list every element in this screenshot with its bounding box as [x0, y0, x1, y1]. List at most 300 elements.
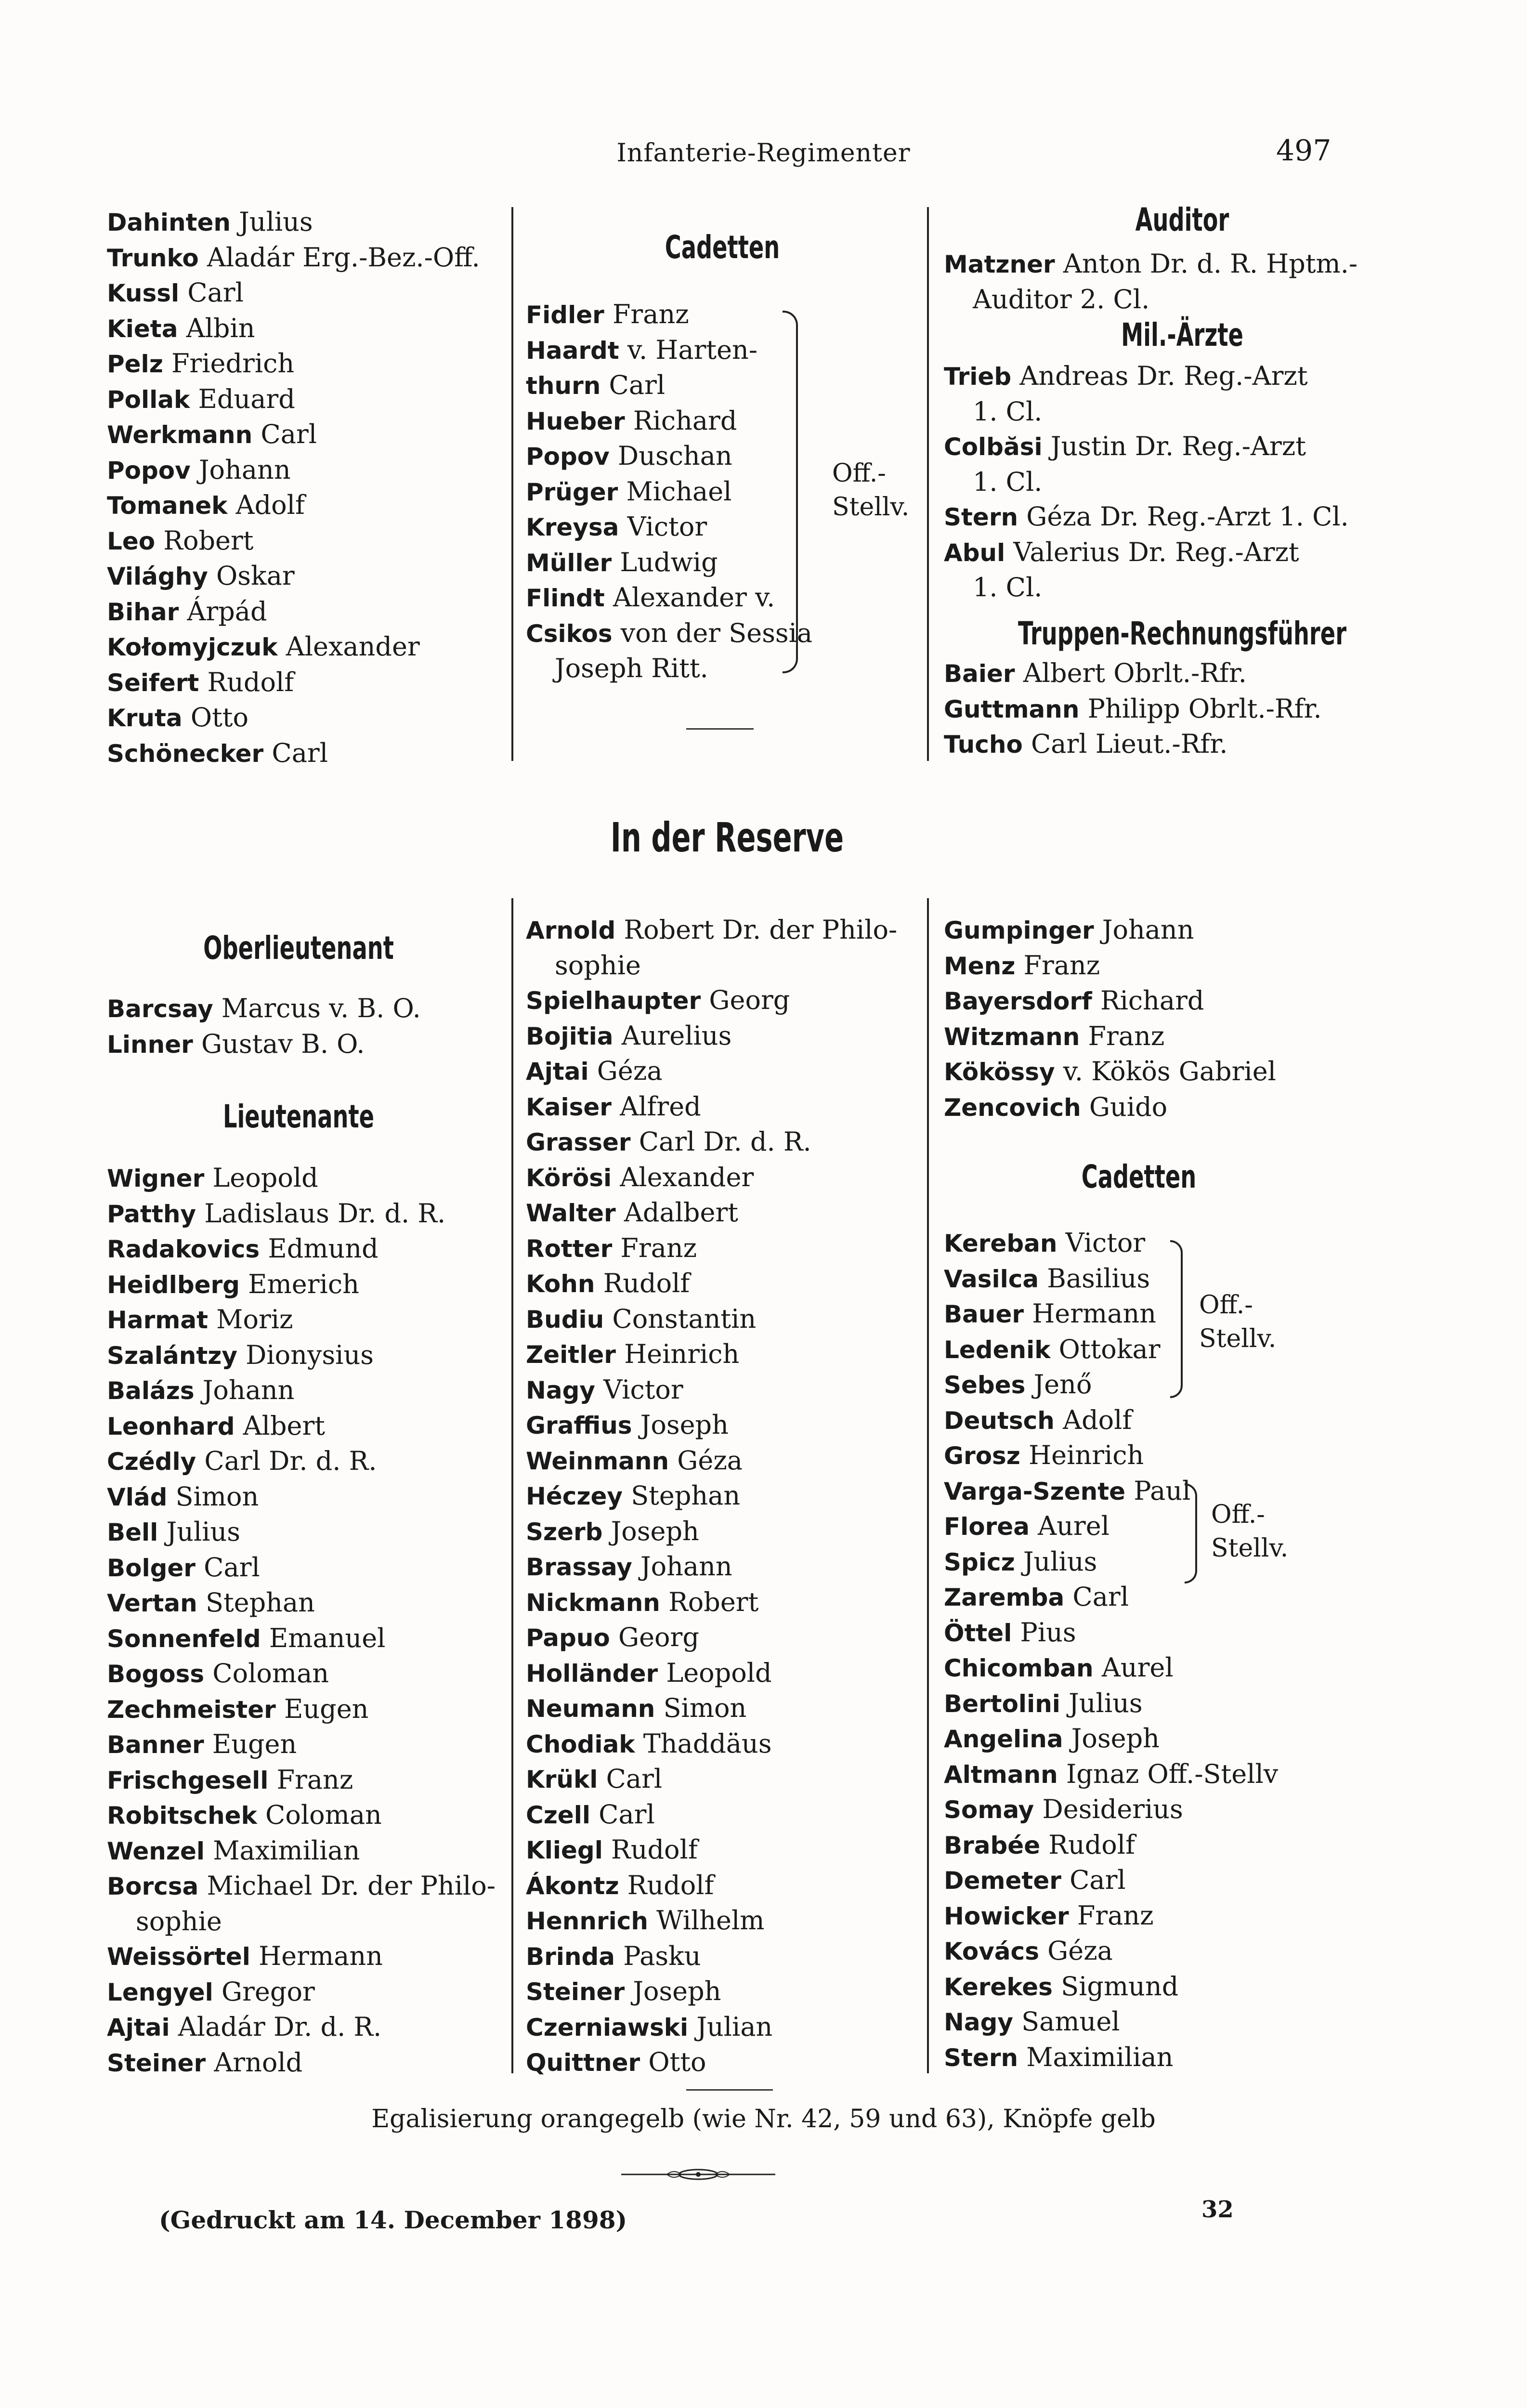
cadet-row	[526, 580, 812, 616]
officer-row	[526, 1939, 897, 1975]
officer-row	[526, 1231, 897, 1267]
cadet-row	[944, 1650, 1278, 1686]
cadet-row	[944, 1438, 1278, 1474]
given-name: Aurelius	[621, 1020, 732, 1051]
given-name: Alexander	[620, 1162, 754, 1192]
given-name: Carl	[272, 737, 328, 768]
given-name: Joseph	[640, 1410, 729, 1440]
surname: Chodiak	[526, 1730, 635, 1758]
medical-officer-row	[944, 359, 1349, 394]
section-rule	[686, 728, 754, 730]
given-name: Alexander	[286, 631, 420, 662]
given-name: Coloman	[212, 1658, 329, 1688]
officer-row	[107, 2010, 496, 2045]
officer-row	[526, 1585, 897, 1621]
surname: Colbăsi	[944, 433, 1043, 461]
given-name: Philipp Obrlt.-Rfr.	[1087, 693, 1322, 724]
given-name: Carl	[609, 370, 666, 400]
officer-row	[526, 1868, 897, 1904]
officer-row	[526, 1549, 897, 1585]
officer-row	[107, 311, 480, 347]
surname: Patthy	[107, 1200, 196, 1228]
officer-row	[526, 983, 897, 1019]
cadet-row	[944, 1686, 1278, 1722]
given-name: sophie	[555, 950, 641, 981]
cadet-row	[944, 2004, 1278, 2040]
given-name: Hermann	[259, 1941, 383, 1971]
surname: Demeter	[944, 1867, 1061, 1895]
given-name: Aladár Erg.-Bez.-Off.	[207, 242, 480, 273]
given-name: Arnold	[214, 2047, 303, 2078]
given-name: Otto	[190, 702, 248, 733]
given-name: Géza	[1047, 1936, 1113, 1966]
given-name: Aurel	[1038, 1511, 1109, 1541]
surname: Héczey	[526, 1482, 623, 1510]
surname: Szerb	[526, 1518, 603, 1546]
signature-mark: 32	[1201, 2196, 1234, 2223]
given-name: Samuel	[1021, 2006, 1120, 2037]
surname: Czerniawski	[526, 2013, 689, 2042]
given-name: Julius	[1023, 1546, 1097, 1577]
given-name: Anton Dr. d. R. Hptm.-	[1063, 249, 1358, 279]
surname: Kerekes	[944, 1973, 1053, 2001]
officer-row	[107, 991, 421, 1027]
surname: Kruta	[107, 704, 183, 732]
given-name: Johann	[202, 1375, 295, 1405]
given-name: v. Harten-	[627, 334, 758, 365]
surname: Guttmann	[944, 695, 1080, 723]
given-name: 1. Cl.	[973, 466, 1043, 497]
surname: Bolger	[107, 1554, 196, 1582]
given-name: Joseph Ritt.	[555, 653, 708, 683]
surname: Zencovich	[944, 1093, 1081, 1122]
cadet-row	[526, 404, 812, 439]
surname: Brabée	[944, 1831, 1041, 1859]
officer-row	[526, 1479, 897, 1514]
surname: Ajtai	[107, 2014, 170, 2042]
medical-officers-heading: Mil.-Ärzte	[1121, 316, 1243, 353]
surname: Ledenik	[944, 1335, 1051, 1364]
medical-officer-row	[944, 465, 1349, 500]
officer-row	[107, 629, 480, 665]
surname: Grosz	[944, 1442, 1020, 1470]
surname: Robitschek	[107, 1802, 257, 1830]
officer-row	[944, 1054, 1276, 1090]
surname: Czell	[526, 1801, 590, 1829]
officer-row	[526, 1762, 897, 1797]
surname: thurn	[526, 372, 601, 400]
printed-date: (Gedruckt am 14. December 1898)	[159, 2206, 627, 2234]
given-name: Moriz	[216, 1304, 293, 1335]
surname: Kovács	[944, 1937, 1039, 1965]
officer-row	[944, 948, 1276, 984]
surname: Harmat	[107, 1306, 208, 1334]
given-name: v. Kökös Gabriel	[1063, 1056, 1276, 1086]
surname: Menz	[944, 952, 1016, 980]
surname: Grasser	[526, 1128, 631, 1156]
surname: Bojitia	[526, 1022, 613, 1050]
given-name: Alexander v.	[613, 582, 775, 613]
cadet-row	[526, 474, 812, 510]
officer-row	[526, 1974, 897, 2010]
given-name: Árpád	[187, 596, 267, 627]
medical-officer-row	[944, 535, 1349, 571]
given-name: Oskar	[216, 561, 295, 591]
ornament-icon	[621, 2167, 775, 2182]
auditor-list	[944, 247, 1357, 317]
first-lieutenant-heading: Oberlieutenant	[203, 929, 394, 967]
surname: Vlád	[107, 1483, 168, 1511]
surname: Bertolini	[944, 1689, 1060, 1718]
cadet-row	[526, 297, 812, 333]
officer-row	[526, 2010, 897, 2045]
officer-row	[107, 1763, 496, 1798]
given-name: Georg	[618, 1622, 699, 1652]
surname: Leonhard	[107, 1412, 235, 1440]
cadet-row	[526, 439, 812, 474]
officer-row	[526, 1832, 897, 1868]
surname: Steiner	[107, 2049, 206, 2077]
surname: Gumpinger	[944, 916, 1094, 944]
cadet-row	[526, 616, 812, 652]
given-name: Ludwig	[620, 547, 718, 577]
officer-row	[107, 1833, 496, 1869]
officer-row	[107, 1479, 496, 1515]
given-name: Heinrich	[1029, 1440, 1144, 1470]
auditor-row	[944, 282, 1357, 317]
officer-row	[107, 453, 480, 488]
off-stellv-label	[1211, 1498, 1288, 1565]
given-name: Rudolf	[611, 1834, 698, 1865]
officer-row	[107, 1656, 496, 1692]
officer-row	[526, 1408, 897, 1443]
given-name: Simon	[663, 1693, 747, 1723]
bracket-label-line: Stellv.	[1211, 1534, 1289, 1563]
given-name: Valerius Dr. Reg.-Arzt	[1013, 537, 1299, 567]
surname: Czédly	[107, 1448, 196, 1476]
cadet-row	[944, 1403, 1278, 1439]
given-name: Albert Obrlt.-Rfr.	[1023, 658, 1247, 688]
active-cadets-list	[526, 297, 812, 686]
cadet-row	[944, 1969, 1278, 2005]
surname: Popov	[107, 456, 191, 484]
surname: Kökössy	[944, 1058, 1055, 1086]
given-name: Stephan	[205, 1587, 315, 1618]
officer-row	[107, 382, 480, 418]
surname: Kliegl	[526, 1836, 603, 1864]
surname: Nagy	[526, 1376, 595, 1404]
off-stellv-bracket	[783, 311, 798, 673]
officer-row	[107, 1027, 421, 1062]
surname: Pollak	[107, 385, 190, 414]
surname: Világhy	[107, 563, 208, 590]
given-name: Simon	[175, 1481, 259, 1512]
officer-row	[526, 1054, 897, 1089]
given-name: Auditor 2. Cl.	[973, 284, 1150, 314]
given-name: Julius	[239, 207, 313, 237]
surname: Angelina	[944, 1725, 1063, 1753]
given-name: Adolf	[1063, 1404, 1132, 1435]
surname: Pelz	[107, 350, 163, 378]
paymasters-list	[944, 656, 1322, 762]
surname: Sebes	[944, 1371, 1026, 1399]
first-lieutenants-list	[107, 991, 421, 1062]
given-name: Edmund	[268, 1233, 378, 1264]
surname: Ákontz	[526, 1871, 619, 1900]
given-name: Rudolf	[1048, 1829, 1135, 1860]
surname: Kreysa	[526, 513, 619, 541]
officer-row	[107, 240, 480, 276]
column-divider	[511, 207, 513, 761]
surname: Csikos	[526, 619, 613, 648]
cadet-row	[944, 1615, 1278, 1651]
given-name: Maximilian	[1026, 2042, 1174, 2072]
officer-row	[107, 523, 480, 559]
given-name: Joseph	[611, 1516, 699, 1546]
given-name: Rudolf	[207, 667, 294, 697]
given-name: Géza Dr. Reg.-Arzt 1. Cl.	[1026, 501, 1349, 532]
officer-row	[526, 1797, 897, 1833]
surname: Rotter	[526, 1234, 613, 1263]
given-name: Jenő	[1033, 1369, 1092, 1400]
surname: Prüger	[526, 478, 618, 506]
surname: Seifert	[107, 668, 199, 697]
given-name: Dionysius	[246, 1339, 374, 1370]
cadet-row	[526, 333, 812, 368]
officer-row	[526, 1019, 897, 1054]
given-name: Michael Dr. der Philo-	[207, 1871, 496, 1901]
given-name: Ladislaus Dr. d. R.	[204, 1198, 446, 1229]
given-name: sophie	[136, 1906, 222, 1937]
given-name: Wilhelm	[656, 1905, 765, 1936]
surname: Chicomban	[944, 1654, 1094, 1682]
given-name: Gregor	[221, 1976, 315, 2007]
given-name: Carl	[606, 1764, 663, 1794]
surname: Heidlberg	[107, 1270, 240, 1299]
surname: Radakovics	[107, 1235, 260, 1263]
reserve-list-right	[944, 913, 1276, 1125]
officer-row	[107, 1161, 496, 1196]
surname: Brinda	[526, 1942, 615, 1971]
given-name: Carl Dr. d. R.	[639, 1126, 811, 1157]
officer-row	[526, 1443, 897, 1479]
surname: Sonnenfeld	[107, 1624, 261, 1653]
given-name: Ignaz Off.-Stellv	[1066, 1758, 1279, 1789]
given-name: Aurel	[1101, 1652, 1174, 1683]
given-name: Guido	[1089, 1091, 1168, 1122]
surname: Kołomyjczuk	[107, 633, 278, 661]
surname: Bell	[107, 1518, 158, 1546]
given-name: Julius	[1069, 1688, 1143, 1718]
given-name: Constantin	[612, 1303, 757, 1334]
surname: Bayersdorf	[944, 987, 1092, 1015]
officer-row	[107, 488, 480, 523]
officer-row	[107, 1904, 496, 1939]
surname: Dahinten	[107, 209, 231, 236]
column-divider	[511, 898, 513, 2073]
cadet-row	[526, 510, 812, 545]
officer-row	[526, 1691, 897, 1727]
given-name: Robert Dr. der Philo-	[624, 915, 898, 945]
officer-row	[107, 665, 480, 701]
given-name: Duschan	[617, 441, 732, 471]
given-name: Robert	[668, 1586, 759, 1617]
surname: Wigner	[107, 1165, 205, 1192]
given-name: Marcus v. B. O.	[221, 993, 421, 1023]
surname: Holländer	[526, 1659, 658, 1688]
given-name: Eugen	[284, 1693, 369, 1724]
facings-note: Egalisierung orangegelb (wie Nr. 42, 59 und 63), Knöpfe gelb	[371, 2105, 1156, 2133]
surname: Schönecker	[107, 739, 264, 768]
surname: Hueber	[526, 407, 625, 435]
surname: Bihar	[107, 598, 179, 626]
page-number: 497	[1276, 134, 1331, 168]
given-name: Franz	[612, 299, 689, 329]
given-name: Albin	[186, 313, 255, 343]
given-name: Justin Dr. Reg.-Arzt	[1050, 431, 1306, 461]
officer-row	[526, 1266, 897, 1302]
surname: Bogoss	[107, 1660, 205, 1688]
officer-row	[107, 1373, 496, 1409]
given-name: Robert	[163, 525, 254, 556]
officer-row	[944, 1090, 1276, 1125]
given-name: Carl	[261, 419, 317, 449]
officer-row	[526, 1373, 897, 1408]
surname: Trieb	[944, 363, 1012, 391]
given-name: Carl	[1070, 1865, 1126, 1895]
given-name: Julian	[696, 2011, 773, 2042]
medical-officer-row	[944, 570, 1349, 605]
surname: Spicz	[944, 1548, 1015, 1576]
reserve-heading: In der Reserve	[610, 814, 844, 861]
given-name: Johann	[1102, 915, 1194, 945]
cadet-row	[944, 1721, 1278, 1757]
cadet-row	[944, 1828, 1278, 1863]
given-name: Albert	[243, 1410, 325, 1441]
officer-row	[526, 1903, 897, 1939]
surname: Popov	[526, 443, 610, 471]
cadet-row	[526, 545, 812, 581]
officer-row	[107, 559, 480, 594]
given-name: Aladár Dr. d. R.	[178, 2012, 382, 2042]
paymaster-row	[944, 692, 1322, 727]
given-name: Victor	[1065, 1228, 1146, 1258]
surname: Tucho	[944, 731, 1023, 759]
given-name: Ottokar	[1058, 1334, 1161, 1364]
officer-row	[107, 1267, 496, 1303]
given-name: Gustav B. O.	[201, 1028, 365, 1059]
officer-row	[107, 1727, 496, 1763]
surname: Frischgesell	[107, 1766, 269, 1794]
officer-row	[107, 1550, 496, 1586]
officer-row	[107, 1302, 496, 1338]
given-name: Friedrich	[171, 348, 295, 379]
surname: Zaremba	[944, 1584, 1065, 1611]
cadet-row	[944, 1898, 1278, 1934]
officer-row	[107, 1231, 496, 1267]
cadet-row	[944, 1792, 1278, 1828]
surname: Banner	[107, 1731, 204, 1759]
cadet-row	[526, 651, 812, 686]
surname: Budiu	[526, 1305, 604, 1334]
surname: Weinmann	[526, 1447, 669, 1475]
given-name: Adolf	[235, 490, 305, 520]
given-name: Thaddäus	[643, 1728, 772, 1759]
surname: Trunko	[107, 244, 199, 272]
given-name: Géza	[677, 1445, 743, 1476]
given-name: 1. Cl.	[973, 396, 1043, 427]
surname: Papuo	[526, 1624, 610, 1652]
given-name: Emanuel	[269, 1623, 386, 1653]
reserve-cadets-heading: Cadetten	[1081, 1158, 1197, 1195]
off-stellv-label	[832, 457, 909, 524]
cadet-row	[944, 1226, 1278, 1261]
officer-row	[107, 1939, 496, 1975]
given-name: Michael	[626, 476, 732, 507]
bracket-label-line: Off.-	[1199, 1291, 1253, 1320]
officer-row	[107, 417, 480, 453]
surname: Krükl	[526, 1766, 598, 1793]
running-head: Infanterie-Regimenter	[616, 139, 911, 168]
given-name: von der Sessia	[620, 617, 813, 648]
surname: Barcsay	[107, 995, 213, 1023]
given-name: Coloman	[265, 1800, 382, 1830]
off-stellv-bracket	[1170, 1240, 1183, 1398]
officer-row	[107, 1196, 496, 1232]
cadet-row	[944, 1757, 1278, 1793]
given-name: Georg	[709, 985, 790, 1015]
officer-row	[107, 1975, 496, 2010]
officer-row	[107, 346, 480, 382]
surname: Leo	[107, 527, 156, 555]
officer-row	[526, 1727, 897, 1762]
given-name: Eugen	[212, 1729, 297, 1759]
surname: Kieta	[107, 314, 178, 343]
surname: Fidler	[526, 301, 604, 329]
officer-row	[107, 1869, 496, 1904]
officer-row	[526, 2045, 897, 2081]
surname: Körösi	[526, 1164, 612, 1192]
given-name: Emerich	[248, 1269, 359, 1299]
surname: Deutsch	[944, 1406, 1055, 1435]
surname: Linner	[107, 1030, 193, 1059]
bracket-label-line: Off.-	[1211, 1500, 1265, 1529]
surname: Vertan	[107, 1589, 197, 1617]
cadet-row	[526, 368, 812, 404]
officer-row	[107, 1409, 496, 1444]
officer-row	[526, 948, 897, 983]
officer-row	[944, 913, 1276, 948]
auditor-heading: Auditor	[1135, 201, 1229, 238]
bracket-label-line: Stellv.	[832, 493, 910, 522]
surname: Werkmann	[107, 421, 253, 449]
surname: Ajtai	[526, 1058, 589, 1086]
surname: Zeitler	[526, 1341, 616, 1369]
off-stellv-label	[1199, 1288, 1276, 1356]
given-name: Rudolf	[603, 1268, 690, 1298]
officer-row	[526, 1125, 897, 1160]
officer-row	[944, 1019, 1276, 1055]
medical-officers-list	[944, 359, 1349, 605]
given-name: Franz	[1077, 1900, 1154, 1931]
lieutenants-heading: Lieutenante	[222, 1098, 375, 1135]
cadet-row	[944, 1580, 1278, 1615]
officer-row	[526, 1302, 897, 1337]
column-divider	[927, 207, 929, 761]
cadet-row	[944, 2040, 1278, 2076]
given-name: Franz	[620, 1232, 697, 1263]
given-name: Leopold	[212, 1163, 318, 1193]
